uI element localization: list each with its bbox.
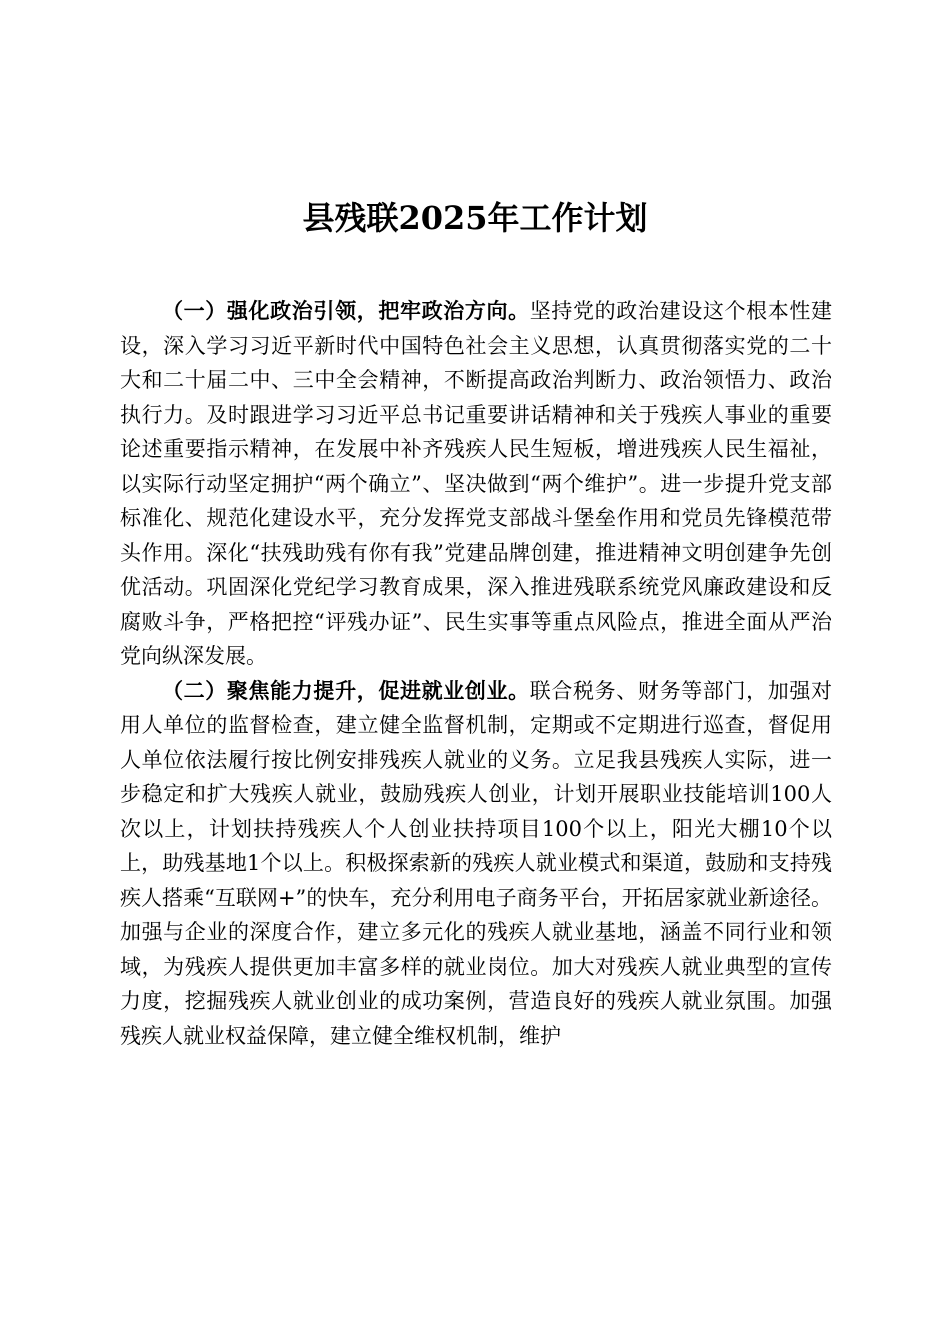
- section-1-paragraph: [120, 294, 832, 674]
- section-1-body: 坚持党的政治建设这个根本性建设，深入学习习近平新时代中国特色社会主义思想，认真贯彻落实党的二十大和二十届二中、三中全会精神，不断提高政治判断力、政治领悟力、政治执行力。及时跟进学习习近平总书记重要讲话精神和关于残疾人事业的重要论述重要指示精神，在发展中补齐残疾人民生短板，增进残疾人民生福祉，以实际行动坚定拥护“两个确立”、坚决做到“两个维护”。进一步提升党支部标准化、规范化建设水平，充分发挥党支部战斗堡垒作用和党员先锋模范带头作用。深化“扶残助残有你有我”党建品牌创建，推进精神文明创建争先创优活动。巩固深化党纪学习教育成果，深入推进残联系统党风廉政建设和反腐败斗争，严格把控“评残办证”、民生实事等重点风险点，推进全面从严治党向纵深发展。: [120, 299, 832, 668]
- document-body: [120, 294, 832, 1053]
- section-2-heading: （二）聚焦能力提升，促进就业创业。: [162, 677, 530, 703]
- section-2-paragraph: [120, 674, 832, 1054]
- document-title: 县残联2025年工作计划: [302, 199, 648, 237]
- section-1-heading: （一）强化政治引领，把牢政治方向。: [162, 298, 530, 323]
- section-2-body: 联合税务、财务等部门，加强对用人单位的监督检查，建立健全监督机制，定期或不定期进行巡查，督促用人单位依法履行按比例安排残疾人就业的义务。立足我县残疾人实际，进一步稳定和扩大残疾人就业，鼓励残疾人创业，计划开展职业技能培训100人次以上，计划扶持残疾人个人创业扶持项目100个以上，阳光大棚10个以上，助残基地1个以上。积极探索新的残疾人就业模式和渠道，鼓励和支持残疾人搭乘“互联网+”的快车，充分利用电子商务平台，开拓居家就业新途径。加强与企业的深度合作，建立多元化的残疾人就业基地，涵盖不同行业和领域，为残疾人提供更加丰富多样的就业岗位。加大对残疾人就业典型的宣传力度，挖掘残疾人就业创业的成功案例，营造良好的残疾人就业氛围。加强残疾人就业权益保障，建立健全维权机制，维护: [120, 678, 832, 1048]
